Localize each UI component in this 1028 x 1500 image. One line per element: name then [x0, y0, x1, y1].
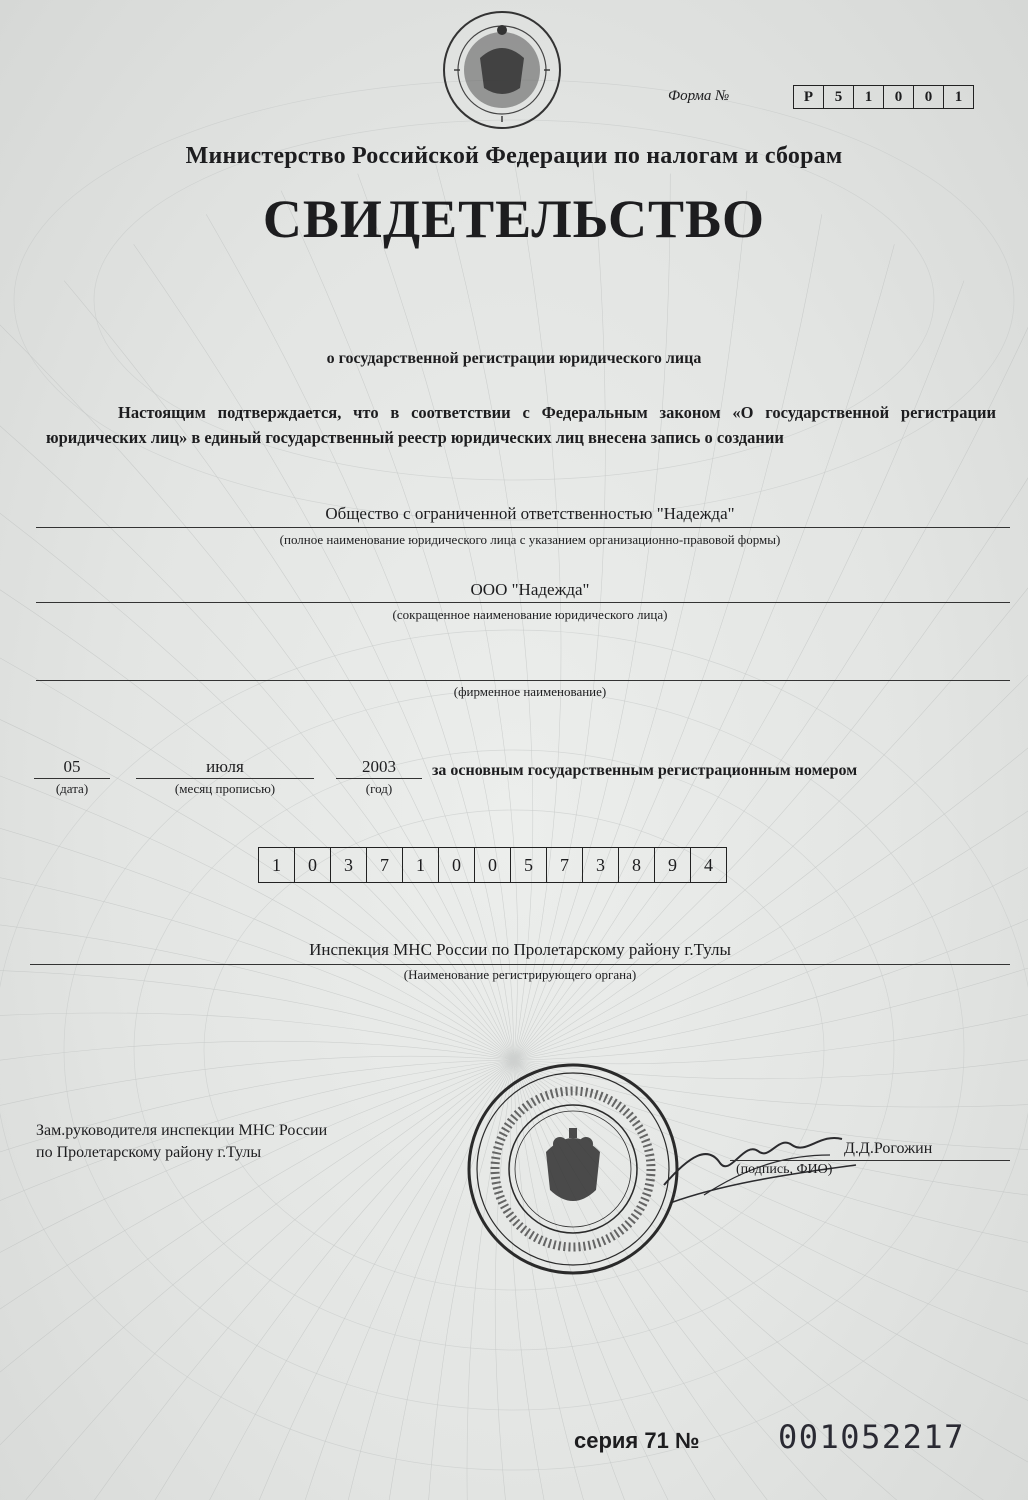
date-day-caption: (дата) [55, 781, 89, 796]
authority-value: Инспекция МНС России по Пролетарскому району г.Тулы [309, 940, 731, 959]
authority-underline [30, 964, 1010, 965]
guilloche-ray [0, 1060, 514, 1368]
signatory-position-line2: по Пролетарскому району г.Тулы [36, 1144, 262, 1161]
signature-underline [730, 1160, 1010, 1161]
form-number-label: Форма № [668, 88, 730, 104]
brand-name-caption: (фирменное наименование) [453, 684, 607, 699]
signatory-position [36, 1120, 327, 1164]
date-year-underline [336, 778, 422, 779]
full-name-underline [36, 527, 1010, 528]
guilloche-ray [514, 191, 747, 1060]
date-year-value: 2003 [362, 757, 396, 776]
ogrn-number-boxes [258, 847, 727, 883]
series-number: 001052217 [778, 1418, 965, 1456]
ogrn-digit-cell: 7 [367, 848, 403, 882]
top-emblem-seal [440, 8, 564, 132]
guilloche-ray [514, 752, 1028, 1060]
date-day-underline [34, 778, 110, 779]
short-name-underline [36, 602, 1010, 603]
form-code-cell: 1 [954, 88, 963, 105]
form-code-cell: 5 [824, 86, 854, 108]
ogrn-digit-cell: 0 [475, 848, 511, 882]
form-code-cell: 1 [854, 86, 884, 108]
guilloche-ray [0, 1060, 514, 1293]
brand-name-underline [36, 680, 1010, 681]
guilloche-ray [514, 904, 1028, 1064]
guilloche-ray [0, 1060, 514, 1440]
guilloche-ray [0, 610, 514, 1060]
document-title: СВИДЕТЕЛЬСТВО [262, 189, 766, 249]
short-name-value: ООО "Надежда" [470, 580, 590, 599]
ministry-heading: Министерство Российской Федерации по налогам и сборам [185, 143, 843, 169]
signatory-position-line1: Зам.руководителя инспекции МНС России [36, 1122, 328, 1139]
ogrn-digit-cell: 1 [403, 848, 439, 882]
ogrn-digit-cell: 0 [439, 848, 475, 882]
form-number-boxes [793, 85, 974, 109]
signatory-name: Д.Д.Рогожин [844, 1140, 933, 1157]
ogrn-digit-cell: 5 [511, 848, 547, 882]
document-subtitle: о государственной регистрации юридического лица [326, 350, 702, 367]
form-code-cell: 0 [884, 86, 914, 108]
date-day-value: 05 [63, 757, 81, 776]
intro-paragraph [46, 400, 996, 450]
ogrn-digit-cell: 9 [655, 848, 691, 882]
date-month-underline [136, 778, 314, 779]
date-year-caption: (год) [365, 781, 393, 796]
guilloche-ray [206, 214, 514, 1060]
form-code-cell: 0 [914, 86, 944, 108]
authority-caption: (Наименование регистрирующего органа) [403, 967, 637, 982]
ogrn-digit-cell: 7 [547, 848, 583, 882]
form-code-cell: Р [794, 86, 824, 108]
full-name-value: Общество с ограниченной ответственностью "Надежда" [325, 504, 735, 523]
intro-text: Настоящим подтверждается, что в соответствии с Федеральным законом «О государственной регистрации юридических лиц» в единый государственный реестр юридических лиц внесена запись о создании [46, 403, 996, 447]
full-name-caption: (полное наименование юридического лица с указанием организационно-правовой формы) [279, 532, 781, 547]
ogrn-digit-cell: 3 [583, 848, 619, 882]
ogrn-digit-cell: 8 [619, 848, 655, 882]
ogrn-digit-cell: 4 [704, 854, 713, 875]
guilloche-ray [514, 610, 1028, 1060]
ogrn-digit-cell: 3 [331, 848, 367, 882]
short-name-caption: (сокращенное наименование юридического лица) [392, 607, 668, 622]
official-round-stamp [466, 1062, 680, 1276]
ogrn-digit-cell: 0 [295, 848, 331, 882]
ogrn-intro-text: за основным государственным регистрационным номером [432, 762, 858, 779]
date-month-value: июля [206, 757, 244, 776]
series-label: серия 71 № [574, 1428, 700, 1453]
guilloche-ray [0, 752, 514, 1060]
signature-caption: (подпись, ФИО) [736, 1162, 833, 1177]
date-month-caption: (месяц прописью) [174, 781, 276, 796]
guilloche-ray [514, 214, 822, 1060]
ogrn-digit-cell: 1 [259, 848, 295, 882]
